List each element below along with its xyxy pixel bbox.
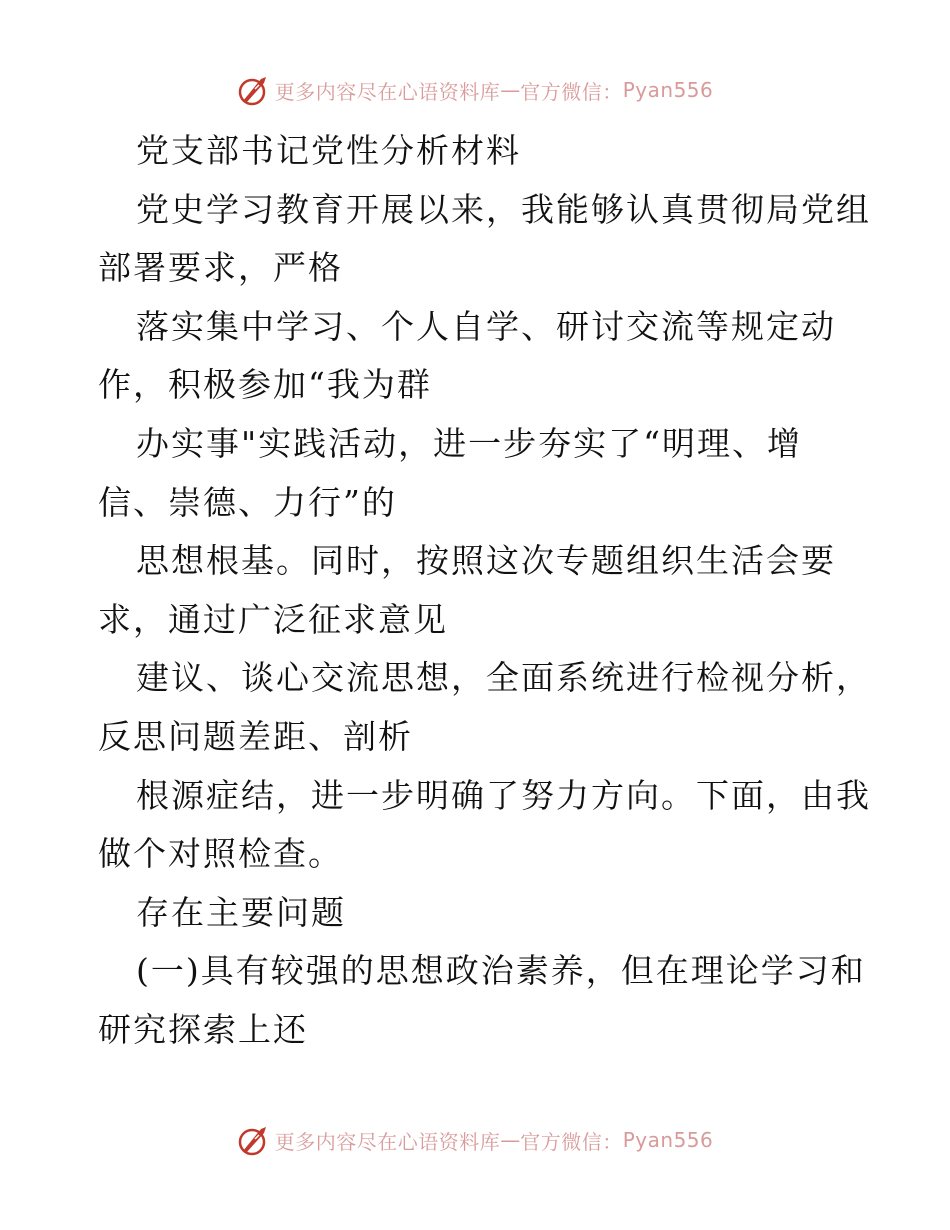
paragraph: 党史学习教育开展以来，我能够认真贯彻局党组 部署要求，严格 xyxy=(98,189,871,288)
header-watermark xyxy=(0,70,950,110)
quill-logo-icon xyxy=(237,73,271,107)
document-body xyxy=(98,122,871,1060)
footer-watermark xyxy=(0,1120,950,1160)
watermark-official-label: 官方微信： xyxy=(520,1129,623,1154)
watermark-site-text: 更多内容尽在心语资料库 xyxy=(274,1129,501,1154)
list-item: (一)具有较强的思想政治素养，但在理论学习和 研究探索上还 xyxy=(98,951,866,1049)
paragraph: 办实事"实践活动，进一步夯实了“明理、增 信、崇德、力行”的 xyxy=(98,423,803,522)
quill-logo-icon xyxy=(237,1123,271,1157)
watermark-wechat-id: Pyan556 xyxy=(622,78,714,102)
paragraph: 建议、谈心交流思想，全面系统进行检视分析， 反思问题差距、剖析 xyxy=(98,658,871,756)
section-heading: 存在主要问题 xyxy=(136,892,346,932)
paragraph: 根源症结，进一步明确了努力方向。下面，由我 做个对照检查。 xyxy=(98,775,871,874)
watermark-site-text: 更多内容尽在心语资料库 xyxy=(274,79,501,104)
paragraph: 落实集中学习、个人自学、研讨交流等规定动 作，积极参加“我为群 xyxy=(98,306,836,405)
watermark-separator: — xyxy=(500,78,521,102)
watermark-wechat-id: Pyan556 xyxy=(622,1128,714,1152)
watermark-official-label: 官方微信： xyxy=(520,79,623,104)
document-title: 党支部书记党性分析材料 xyxy=(136,131,521,170)
watermark-separator: — xyxy=(500,1128,521,1152)
paragraph: 思想根基。同时，按照这次专题组织生活会要 求，通过广泛征求意见 xyxy=(98,541,836,639)
